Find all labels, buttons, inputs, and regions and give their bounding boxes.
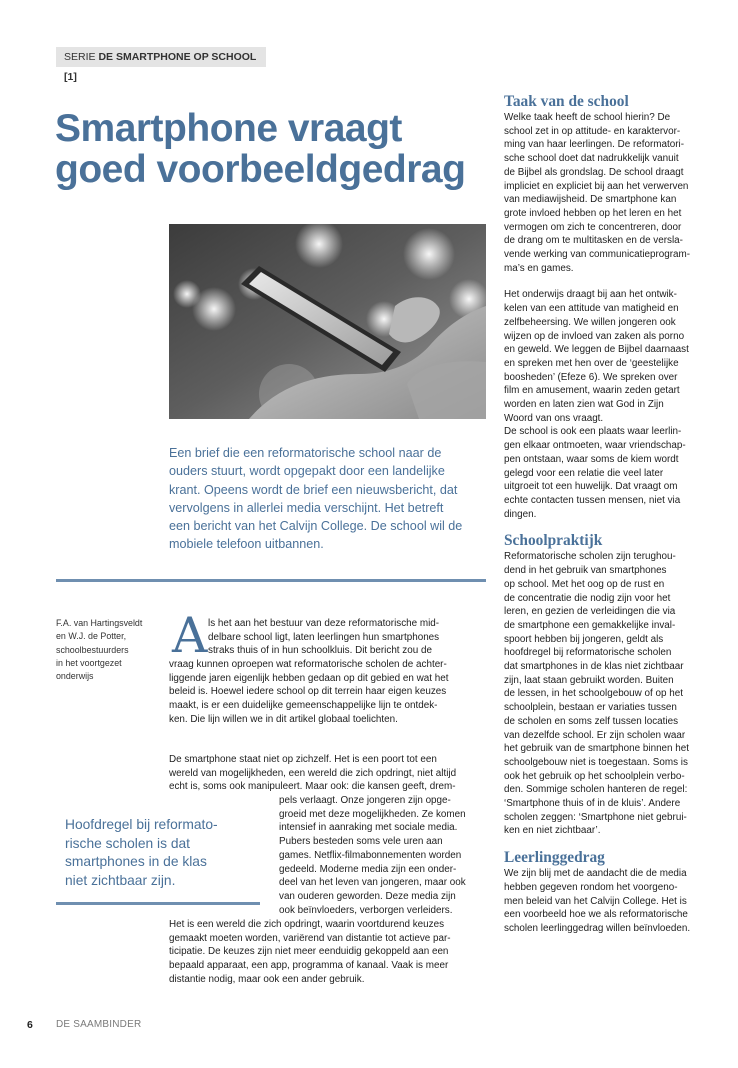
body-line: de concentratie die nodig zijn voor het [504, 592, 671, 604]
body-line: Het is een wereld die zich opdringt, waarin voortdurend keuzes [169, 919, 445, 930]
body-line: scholen zeggen: ‘Smartphone niet gebrui- [504, 811, 687, 823]
body-line: Pubers besteden soms vele uren aan [279, 836, 443, 848]
lead-line: mobiele telefoon uitbannen. [169, 537, 324, 552]
byline-line: en W.J. de Potter, [56, 631, 127, 642]
title-line-1: Smartphone vraagt [55, 107, 402, 150]
section2-paragraph [504, 550, 716, 838]
body-line: schoolgebouw niet is toegestaan. Soms is [504, 756, 688, 768]
body-line: gemaakt moeten worden, variërend van distantie tot actieve par- [169, 932, 451, 944]
section1-paragraph-2 [504, 288, 716, 521]
body-line: ook het gebruik op het schoolplein verbo- [504, 770, 685, 782]
lead-line: krant. Opeens wordt de brief een nieuwsbericht, dat [169, 482, 458, 497]
body-line: gedeeld. Moderne media zijn een onder- [279, 863, 457, 875]
smartphone-photo [169, 224, 486, 419]
body-line: dingen. [504, 508, 537, 520]
body-line: dat smartphones in de klas niet zichtbaar [504, 661, 684, 673]
body-line: de Bijbel als grondslag. De school draagt [504, 166, 684, 178]
body-line: hoofdregel bij reformatorische scholen [504, 647, 672, 659]
heading-taak-van-de-school: Taak van de school [504, 93, 629, 110]
body-line: dend in het gebruik van smartphones [504, 565, 667, 577]
intro-paragraph [169, 658, 494, 727]
pull-quote-rule [56, 902, 260, 905]
paragraph-2-end [169, 918, 494, 987]
body-line: grote invloed hebben op het leren en het [504, 207, 682, 219]
body-line: ken en niet zichtbaar’. [504, 825, 601, 837]
lead-paragraph [169, 444, 491, 554]
body-line: deel van het leven van jongeren, maar ook [279, 877, 466, 889]
series-prefix: SERIE [64, 51, 96, 63]
intro-line: beleid is. Hoewel iedere school op dit terrein haar eigen keuzes [169, 686, 447, 698]
intro-line: ls het aan het bestuur van deze reformatorische mid- [208, 618, 440, 629]
body-line: distantie nodig, maar ook een ander gebruik. [169, 973, 365, 985]
body-line: De smartphone staat niet op zichzelf. Het is een poort tot een [169, 754, 437, 765]
body-line: en geweld. We leggen de Bijbel daarnaast [504, 344, 689, 356]
body-line: de drang om te multitasken en de versla- [504, 235, 683, 247]
author-byline [56, 617, 156, 683]
body-line: Reformatorische scholen zijn terughou- [504, 551, 676, 563]
series-tag [56, 47, 266, 83]
body-line: kelen van een attitude van matigheid en [504, 303, 679, 315]
body-line: gelegd voor een relatie die veel later [504, 467, 664, 479]
body-line: We zijn blij met de aandacht die de media [504, 868, 687, 880]
body-line: De school is ook een plaats waar leerlin- [504, 426, 682, 438]
intro-line: maakt, is er een duidelijke gemeenschappelijke lijn te ontdek- [169, 700, 438, 712]
intro-line: ken. Die lijn willen we in dit artikel globaal toelichten. [169, 713, 398, 725]
body-line: Welke taak heeft de school hierin? De [504, 112, 671, 123]
lead-line: ouders stuurt, wordt opgepakt door een landelijke [169, 464, 445, 479]
series-name: DE SMARTPHONE OP SCHOOL [1] [64, 51, 257, 83]
body-line: Het onderwijs draagt bij aan het ontwik- [504, 289, 677, 301]
drop-cap: A [172, 607, 208, 664]
pull-quote-line: rische scholen is dat [65, 835, 191, 851]
body-line: sche school doet dat nadrukkelijk vanuit [504, 153, 679, 165]
body-line: spoort hebben bij jongeren, geldt als [504, 633, 664, 645]
body-line: school zet in op attitude- en karaktervor- [504, 125, 681, 137]
intro-line: straks thuis of in hun schoolkluis. Dit bericht zou de [208, 645, 432, 657]
body-line: echt is, soms ook manipuleert. Maar ook: die kansen geeft, drem- [169, 781, 456, 793]
paragraph-2-start [169, 753, 494, 794]
title-line-2: goed voorbeeldgedrag [55, 148, 466, 191]
body-line: ticipatie. De keuzes zijn niet meer eenduidig gekoppeld aan een [169, 946, 449, 958]
body-line: impliciet en expliciet bij aan het verwerven [504, 180, 689, 192]
publication-name: DE SAAMBINDER [56, 1019, 142, 1030]
heading-leerlinggedrag: Leerlinggedrag [504, 849, 605, 867]
body-line: bepaald apparaat, een app, programma of kanaal. Vaak is meer [169, 960, 449, 972]
body-line: groeid met deze mogelijkheden. Ze komen [279, 808, 466, 820]
byline-line: F.A. van Hartingsveldt [56, 618, 143, 628]
page-number: 6 [27, 1019, 33, 1031]
section3-paragraph [504, 867, 716, 936]
body-line: intensief in aanraking met sociale media. [279, 822, 458, 834]
body-line: hebben gegeven rondom het voorgeno- [504, 881, 678, 893]
lead-line: een bericht van het Calvijn College. De school wil de [169, 519, 463, 534]
body-line: zelfbeheersing. We willen jongeren ook [504, 316, 676, 328]
pull-quote-line: Hoofdregel bij reformato- [65, 817, 218, 832]
body-line: wijzen op de invloed van zaken als porno [504, 330, 685, 342]
body-line: gen elkaar ontmoeten, waar vriendschap- [504, 440, 686, 452]
body-line: uitgroeit tot een huwelijk. Dat vraagt om [504, 481, 678, 493]
body-line: games. Netflix-filmabonnementen worden [279, 849, 462, 861]
body-line: en spreken met hen over de ‘geestelijke [504, 357, 679, 369]
pull-quote-line: smartphones in de klas [65, 854, 207, 869]
body-line: schoolplein, bestaan er variaties tussen [504, 702, 677, 714]
intro-line: liggende jaren eigenlijk hebben gedaan op dit gebied en wat het [169, 672, 449, 684]
pull-quote [65, 816, 255, 890]
body-line: de scholen en soms zelf tussen locaties [504, 715, 679, 727]
body-line: echte contacten tussen mensen, niet via [504, 494, 681, 506]
section1-paragraph-1 [504, 111, 716, 275]
byline-line: in het voortgezet [56, 657, 122, 668]
body-line: van ouderen geworden. Deze media zijn [279, 890, 456, 902]
body-line: ming van haar leerlingen. De reformatori- [504, 139, 685, 151]
body-line: vermogen om zich te concentreren, door [504, 221, 682, 233]
body-line: leren, en gezien de verleidingen die via [504, 606, 676, 618]
body-line: ‘Smartphone thuis of in de kluis’. Andere [504, 798, 681, 810]
paragraph-2-narrow [279, 794, 494, 917]
body-line: de smartphone een gemakkelijke inval- [504, 619, 676, 631]
right-column [504, 93, 716, 936]
heading-schoolpraktijk: Schoolpraktijk [504, 532, 603, 550]
pull-quote-line: niet zichtbaar zijn. [65, 872, 176, 888]
body-line: een voorbeeld hoe we als reformatorische [504, 909, 688, 921]
intro-indented [208, 617, 493, 658]
body-line: van mediawijsheid. De smartphone kan [504, 194, 677, 206]
body-line: zijn, laat staan gebruikt worden. Buiten [504, 674, 674, 686]
section-divider [56, 579, 486, 582]
lead-line: Een brief die een reformatorische school naar de [169, 446, 442, 460]
body-line: op school. Met het oog op de rust en [504, 578, 665, 590]
body-line: scholen leerlinggedrag willen beïnvloeden. [504, 922, 691, 934]
body-line: vende werking van communicatieprogram- [504, 249, 691, 261]
intro-line: vraag kunnen oproepen wat reformatorische scholen de achter- [169, 659, 447, 670]
body-line: boosheden’ (Efeze 6). We spreken over [504, 371, 678, 383]
body-line: pen ontstaan, waar soms de kiem wordt [504, 453, 679, 465]
body-line: film en amusement, waarin zeden getart [504, 385, 680, 397]
body-line: de lessen, in het schoolgebouw of op het [504, 688, 683, 700]
body-line: Woord van ons vraagt. [504, 412, 604, 424]
body-line: wereld van mogelijkheden, een wereld die zich opdringt, niet altijd [169, 767, 457, 779]
body-line: worden en laten zien wat God in Zijn [504, 399, 664, 411]
body-line: men beleid van het Calvijn College. Het is [504, 895, 687, 907]
body-line: pels verlaagt. Onze jongeren zijn opge- [279, 795, 451, 806]
byline-line: onderwijs [56, 671, 94, 682]
body-line: ma’s en games. [504, 262, 574, 274]
body-line: ook beïnvloeders, verborgen verleiders. [279, 904, 453, 916]
byline-line: schoolbestuurders [56, 644, 129, 655]
body-line: den. Sommige scholen hanteren de regel: [504, 784, 688, 796]
body-line: van dezelfde school. Er zijn scholen waar [504, 729, 686, 741]
article-title [55, 108, 495, 190]
body-line: het gebruik van de smartphone binnen het [504, 743, 690, 755]
lead-line: vervolgens in allerlei media verschijnt. Het betreft [169, 500, 444, 515]
intro-line: delbare school ligt, laten leerlingen hun smartphones [208, 631, 440, 643]
